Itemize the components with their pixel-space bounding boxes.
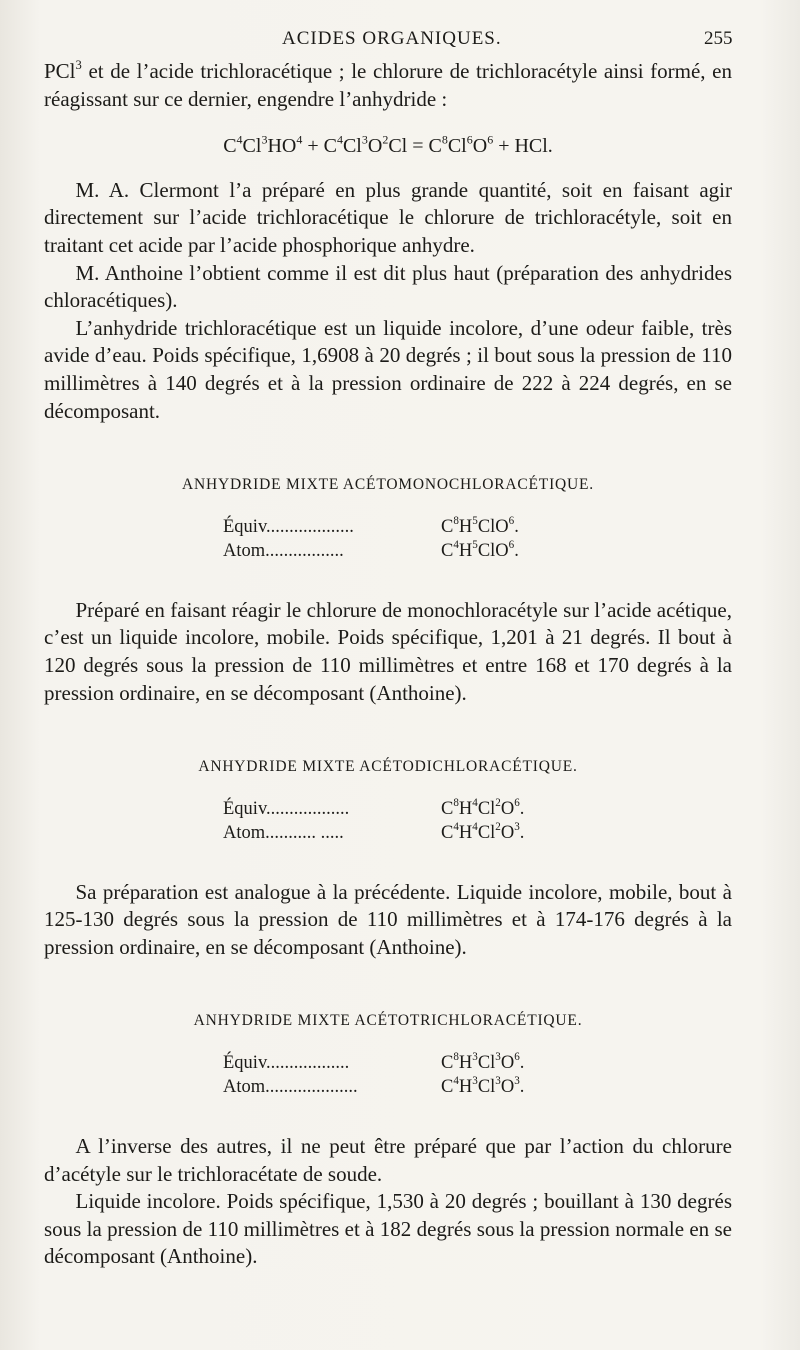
- equiv-label: Équiv..................: [223, 798, 350, 819]
- atom-row: [223, 821, 553, 845]
- formula-table-acetomonochloracetique: [223, 515, 553, 563]
- paragraph-acetomonochloracetique: Préparé en faisant réagir le chlorure de monochloracétyle sur l’acide acétique, c’est un liquide incolore, mobile. Poids spécifique, 1,201 à 21 degrés. Il bout à 120 degrés sous la pression de 110 millimètres et entre 168 et 170 degrés à la pression ordinaire, en se décomposant (Anthoine).: [44, 597, 732, 705]
- running-head: [0, 28, 800, 58]
- equiv-row: [223, 797, 553, 821]
- atom-formula: $C^4H^3Cl^3O^3$.: [441, 1075, 525, 1098]
- atom-row: [223, 539, 553, 563]
- page-number: 255: [704, 28, 733, 49]
- section-title-acetotrichloracetique: ANHYDRIDE MIXTE ACÉTOTRICHLORACÉTIQUE.: [193, 1012, 583, 1030]
- equiv-row: [223, 515, 553, 539]
- paragraph-acetotrichloracetique-prep: A l’inverse des autres, il ne peut être préparé que par l’action du chlorure d’acétyle sur le trichloracétate de soude.: [44, 1134, 732, 1186]
- atom-row: [223, 1075, 553, 1099]
- atom-label: Atom........... .....: [223, 822, 344, 843]
- body-text: [44, 58, 732, 1271]
- running-title: ACIDES ORGANIQUES.: [282, 28, 502, 49]
- equiv-label: Équiv..................: [223, 1053, 350, 1074]
- section-title-acetomonochloracetique: ANHYDRIDE MIXTE ACÉTOMONOCHLORACÉTIQUE.: [182, 476, 594, 494]
- formula-table-acetodichloracetique: [223, 797, 553, 845]
- equiv-formula: $C^8H^4Cl^2O^6$.: [441, 796, 525, 819]
- paragraph-acetodichloracetique: Sa préparation est analogue à la précédente. Liquide incolore, mobile, bout à 125-130 degrés sous la pression de 110 millimètres et à 174-176 degrés à la pression ordinaire, en se décomposant (Anthoine).: [44, 879, 732, 959]
- equiv-label: Équiv...................: [223, 516, 354, 537]
- atom-label: Atom....................: [223, 1077, 358, 1098]
- paragraph-acetotrichloracetique-props: Liquide incolore. Poids spécifique, 1,530 à 20 degrés ; bouillant à 130 degrés sous la pression de 110 millimètres et à 182 degrés sous la pression normale en se décomposant (Anthoine).: [44, 1189, 732, 1269]
- reaction-equation: $C^4Cl^3HO^4 + C^4Cl^3O^2Cl = C^8Cl^6O^6$ + HCl.: [223, 132, 553, 158]
- equiv-row: [223, 1051, 553, 1075]
- formula-table-acetotrichloracetique: [223, 1051, 553, 1099]
- equiv-formula: $C^8H^5ClO^6$.: [441, 514, 519, 537]
- paragraph-intro: PCl$^3$ et de l’acide trichloracétique ; le chlorure de trichloracétyle ainsi formé, en réagissant sur ce dernier, engendre l’anhydride :: [44, 58, 732, 111]
- atom-formula: $C^4H^4Cl^2O^3$.: [441, 820, 525, 843]
- paragraph-anthoine: M. Anthoine l’obtient comme il est dit plus haut (préparation des anhydrides chloracétiques).: [44, 260, 732, 313]
- paragraph-properties: L’anhydride trichloracétique est un liquide incolore, d’une odeur faible, très avide d’eau. Poids spécifique, 1,6908 à 20 degrés ; il bout sous la pression de 110 millimètres à 140 degrés et à la pression ordinaire de 222 à 224 degrés, en se décomposant.: [44, 315, 732, 423]
- section-title-acetodichloracetique: ANHYDRIDE MIXTE ACÉTODICHLORACÉTIQUE.: [198, 758, 578, 776]
- paragraph-clermont: M. A. Clermont l’a préparé en plus grande quantité, soit en faisant agir directement sur l’acide trichloracétique le chlorure de trichloracétyle, soit en traitant cet acide par l’acide phosphorique anhydre.: [44, 177, 732, 257]
- atom-formula: $C^4H^5ClO^6$.: [441, 538, 519, 561]
- atom-label: Atom.................: [223, 540, 344, 561]
- equiv-formula: $C^8H^3Cl^3O^6$.: [441, 1051, 525, 1074]
